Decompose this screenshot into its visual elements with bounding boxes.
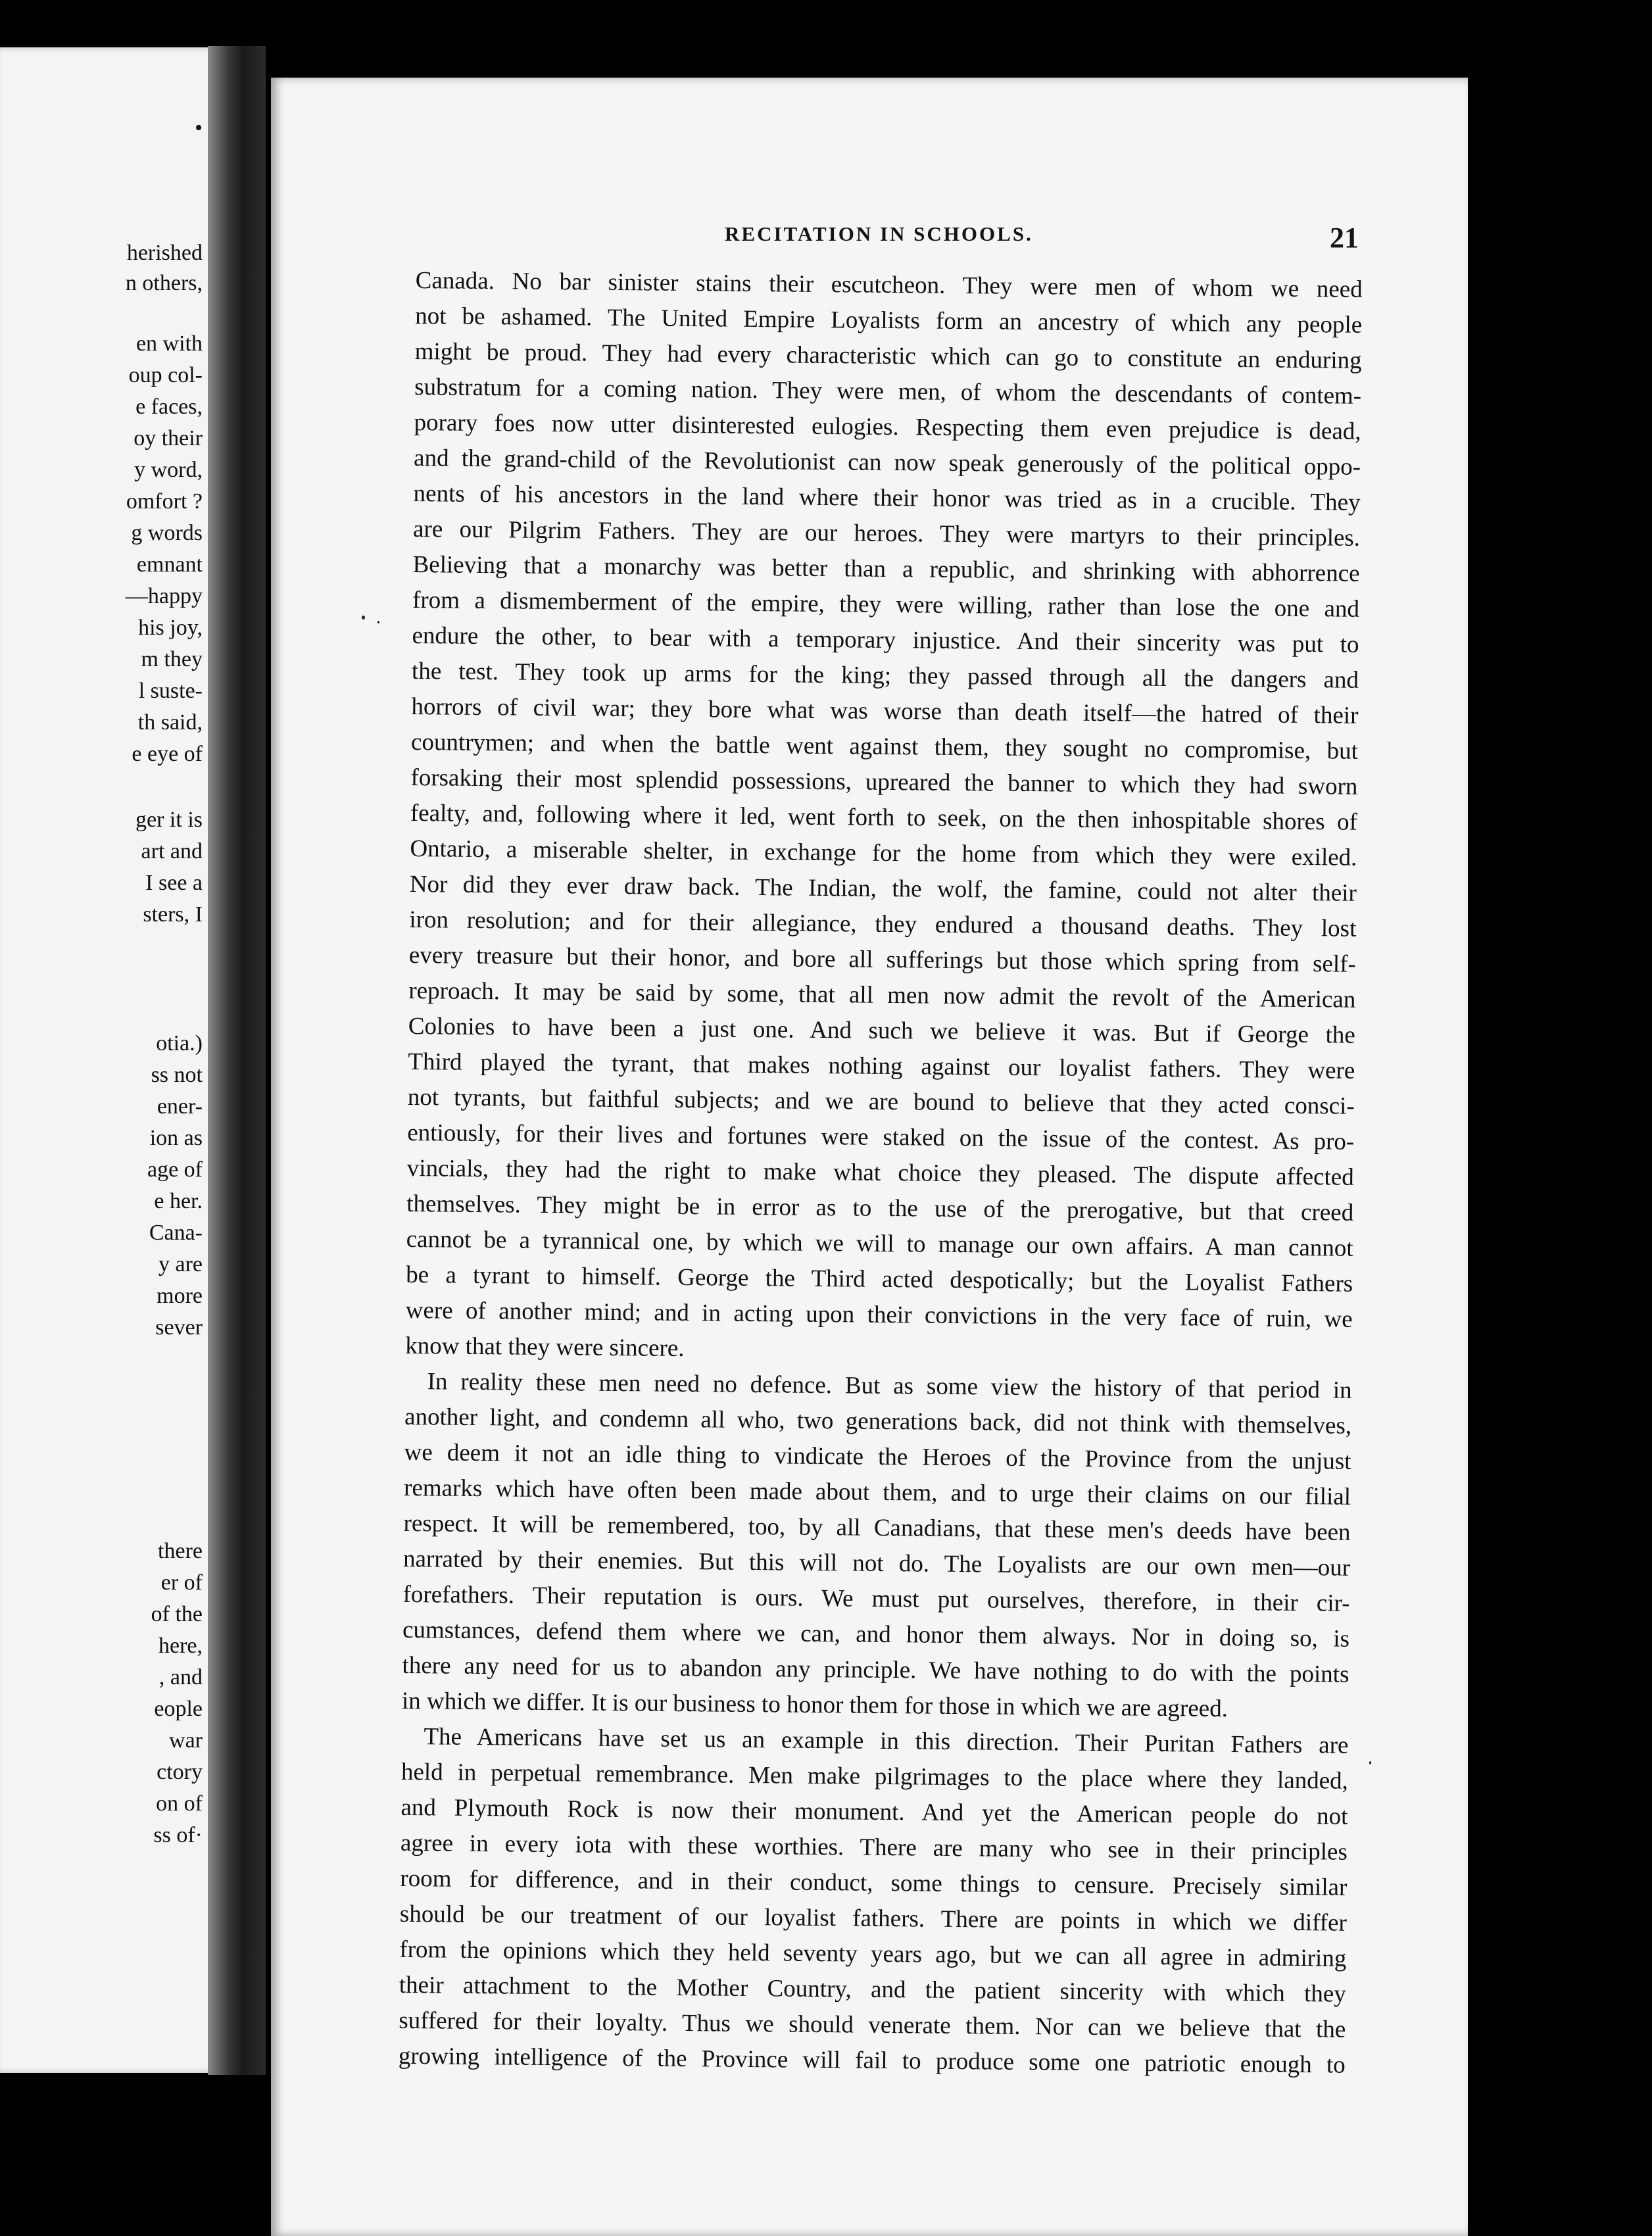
text-line: themselves. They might be in error as to the use of the prerogative, but that creed xyxy=(406,1190,1354,1227)
text-line: there any need for us to abandon any principle. We have nothing to do with the points xyxy=(402,1651,1349,1688)
left-page-line: e her. xyxy=(154,1189,203,1213)
text-line: their attachment to the Mother Country, and the patient sincerity with which they xyxy=(399,1971,1346,2008)
margin-speck xyxy=(362,616,365,620)
text-line: we deem it not an idle thing to vindicate the Heroes of the Province from the unjust xyxy=(404,1438,1351,1475)
text-line: not tyrants, but faithful subjects; and we are bound to believe that they acted consci- xyxy=(407,1083,1355,1120)
left-page-line: sters, I xyxy=(143,902,203,927)
text-line: Third played the tyrant, that makes nothing against our loyalist fathers. They were xyxy=(408,1048,1355,1084)
running-head: RECITATION IN SCHOOLS. xyxy=(725,222,1033,245)
left-page-line: ger it is xyxy=(135,808,203,832)
left-page-line: war xyxy=(169,1728,203,1753)
text-line: fealty, and, following where it led, went forth to seek, on the then inhospitable shores of xyxy=(410,799,1358,836)
text-line: entiously, for their lives and fortunes were staked on the issue of the contest. As pro- xyxy=(407,1119,1355,1155)
text-line: room for difference, and in their conduct, some things to censure. Precisely similar xyxy=(400,1864,1348,1901)
left-page-line: Cana- xyxy=(149,1221,203,1245)
left-page-line: ion as xyxy=(149,1126,203,1150)
left-page-line: omfort ? xyxy=(126,489,203,514)
left-page-line: age of xyxy=(147,1157,203,1182)
text-line: Canada. No bar sinister stains their escutcheon. They were men of whom we need xyxy=(415,266,1363,303)
book-page xyxy=(271,78,1468,2236)
left-page-line: en with xyxy=(135,331,203,356)
text-line: growing intelligence of the Province will fail to produce some one patriotic enough to xyxy=(398,2042,1346,2079)
margin-speck xyxy=(377,621,379,623)
left-page-line: ener- xyxy=(157,1094,203,1119)
left-page-line: • xyxy=(195,116,203,140)
text-line: remarks which have often been made about them, and to urge their claims on our filial xyxy=(403,1474,1351,1511)
left-page-line: —happy xyxy=(125,584,203,608)
left-page-line: l suste- xyxy=(138,679,203,703)
left-page-line: oup col- xyxy=(128,363,203,387)
text-line: horrors of civil war; they bore what was worse than death itself—the hatred of their xyxy=(411,693,1359,729)
text-line: know that they were sincere. xyxy=(404,1332,685,1362)
left-page-line: th said, xyxy=(137,710,203,735)
left-page-line: his joy, xyxy=(138,616,203,640)
page-number: 21 xyxy=(1330,222,1359,254)
left-page-line: more xyxy=(157,1284,203,1308)
text-line: and Plymouth Rock is now their monument. And yet the American people do not xyxy=(401,1793,1348,1830)
text-line: were of another mind; and in acting upon their convictions in the very face of ruin, we xyxy=(405,1296,1353,1333)
left-page-line: here, xyxy=(158,1634,203,1658)
text-line: countrymen; and when the battle went against them, they sought no compromise, but xyxy=(410,728,1359,765)
text-line: endure the other, to bear with a temporary injustice. And their sincerity was put to xyxy=(412,621,1359,658)
text-line: agree in every iota with these worthies. There are many who see in their principles xyxy=(400,1829,1348,1866)
left-page-line: eople xyxy=(154,1697,203,1721)
text-line: The Americans have set us an example in this direction. Their Puritan Fathers are xyxy=(424,1723,1349,1759)
text-line: forefathers. Their reputation is ours. We must put ourselves, therefore, in their cir- xyxy=(402,1580,1350,1617)
left-page-line: I see a xyxy=(145,871,203,895)
text-line: suffered for their loyalty. Thus we should venerate them. Nor can we believe that the xyxy=(399,2006,1346,2043)
text-line: should be our treatment of our loyalist fathers. There are points in which we differ xyxy=(399,1900,1348,1937)
text-line: Colonies to have been a just one. And such we believe it was. But if George the xyxy=(408,1012,1355,1049)
left-page-line: g words xyxy=(131,521,203,545)
text-line: from a dismemberment of the empire, they were willing, rather than lose the one and xyxy=(412,586,1360,623)
text-line: substratum for a coming nation. They were men, of whom the descendants of contem- xyxy=(414,373,1362,410)
text-line: Believing that a monarchy was better than a republic, and shrinking with abhorrence xyxy=(412,550,1360,587)
text-line: and the grand-child of the Revolutionist can now speak generously of the political oppo- xyxy=(413,444,1361,481)
left-page-line: ctory xyxy=(157,1760,203,1784)
text-line: respect. It will be remembered, too, by all Canadians, that these men's deeds have been xyxy=(403,1509,1351,1546)
text-line: are our Pilgrim Fathers. They are our heroes. They were martyrs to their principles. xyxy=(412,515,1361,552)
text-line: every treasure but their honor, and bore all sufferings but those which spring from self- xyxy=(408,941,1357,978)
left-page-line: sever xyxy=(155,1315,203,1340)
left-page-line: e eye of xyxy=(132,742,203,766)
text-line: In reality these men need no defence. But as some view the history of that period in xyxy=(427,1368,1352,1404)
text-line: Ontario, a miserable shelter, in exchange for the home from which they were exiled. xyxy=(410,835,1357,871)
left-page-line: ss of· xyxy=(153,1823,203,1847)
text-line: forsaking their most splendid possessions, upreared the banner to which they had sworn xyxy=(410,764,1358,800)
left-page-line: emnant xyxy=(136,552,203,577)
text-line: vincials, they had the right to make what choice they pleased. The dispute affected xyxy=(406,1154,1354,1191)
text-line: another light, and condemn all who, two generations back, did not think with themselves, xyxy=(404,1403,1352,1440)
text-line: narrated by their enemies. But this will not do. The Loyalists are our own men—our xyxy=(402,1545,1351,1582)
text-line: reproach. It may be said by some, that all men now admit the revolt of the American xyxy=(408,977,1356,1013)
text-line: porary foes now utter disinterested eulogies. Respecting them even prejudice is dead, xyxy=(414,408,1361,445)
left-page-line: art and xyxy=(141,839,203,863)
left-page-line: y word, xyxy=(134,458,203,482)
text-line: from the opinions which they held seventy years ago, but we can all agree in admiring xyxy=(399,1935,1347,1972)
text-line: nents of his ancestors in the land where their honor was tried as in a crucible. They xyxy=(413,479,1361,516)
text-line: not be ashamed. The United Empire Loyalists form an ancestry of which any people xyxy=(415,302,1363,339)
left-page-line: on of xyxy=(156,1791,203,1816)
book-gutter xyxy=(208,46,266,2075)
text-line: the test. They took up arms for the king; they passed through all the dangers and xyxy=(411,657,1359,694)
left-page-line: there xyxy=(158,1539,203,1563)
left-page-line: e faces, xyxy=(135,395,203,419)
text-line: iron resolution; and for their allegiance, they endured a thousand deaths. They lost xyxy=(409,906,1357,942)
left-page-line: otia.) xyxy=(156,1031,203,1056)
text-line: Nor did they ever draw back. The Indian, the wolf, the famine, could not alter their xyxy=(409,870,1357,907)
left-page-line: of the xyxy=(151,1602,203,1626)
left-page-line: herished xyxy=(126,241,203,265)
text-line: cumstances, defend them where we can, and honor them always. Nor in doing so, is xyxy=(402,1616,1350,1653)
left-page-line: ss not xyxy=(151,1063,203,1087)
text-line: be a tyrant to himself. George the Third acted despotically; but the Loyalist Fathers xyxy=(406,1261,1353,1298)
left-page-line: , and xyxy=(158,1665,203,1689)
margin-speck xyxy=(1369,1761,1371,1764)
left-page-line: y are xyxy=(158,1252,203,1276)
body-text xyxy=(399,263,1363,2083)
left-page-line: m they xyxy=(141,647,203,671)
left-page-line: er of xyxy=(160,1570,203,1595)
text-line: in which we differ. It is our business to honor them for those in which we are agreed. xyxy=(401,1687,1228,1722)
text-line: might be proud. They had every characteristic which can go to constitute an enduring xyxy=(414,337,1362,374)
left-page-line: oy their xyxy=(134,426,203,450)
text-line: held in perpetual remembrance. Men make pilgrimages to the place where they landed, xyxy=(401,1758,1349,1795)
text-line: cannot be a tyrannical one, by which we will to manage our own affairs. A man cannot xyxy=(406,1225,1353,1262)
left-page-line: n others, xyxy=(125,271,203,295)
